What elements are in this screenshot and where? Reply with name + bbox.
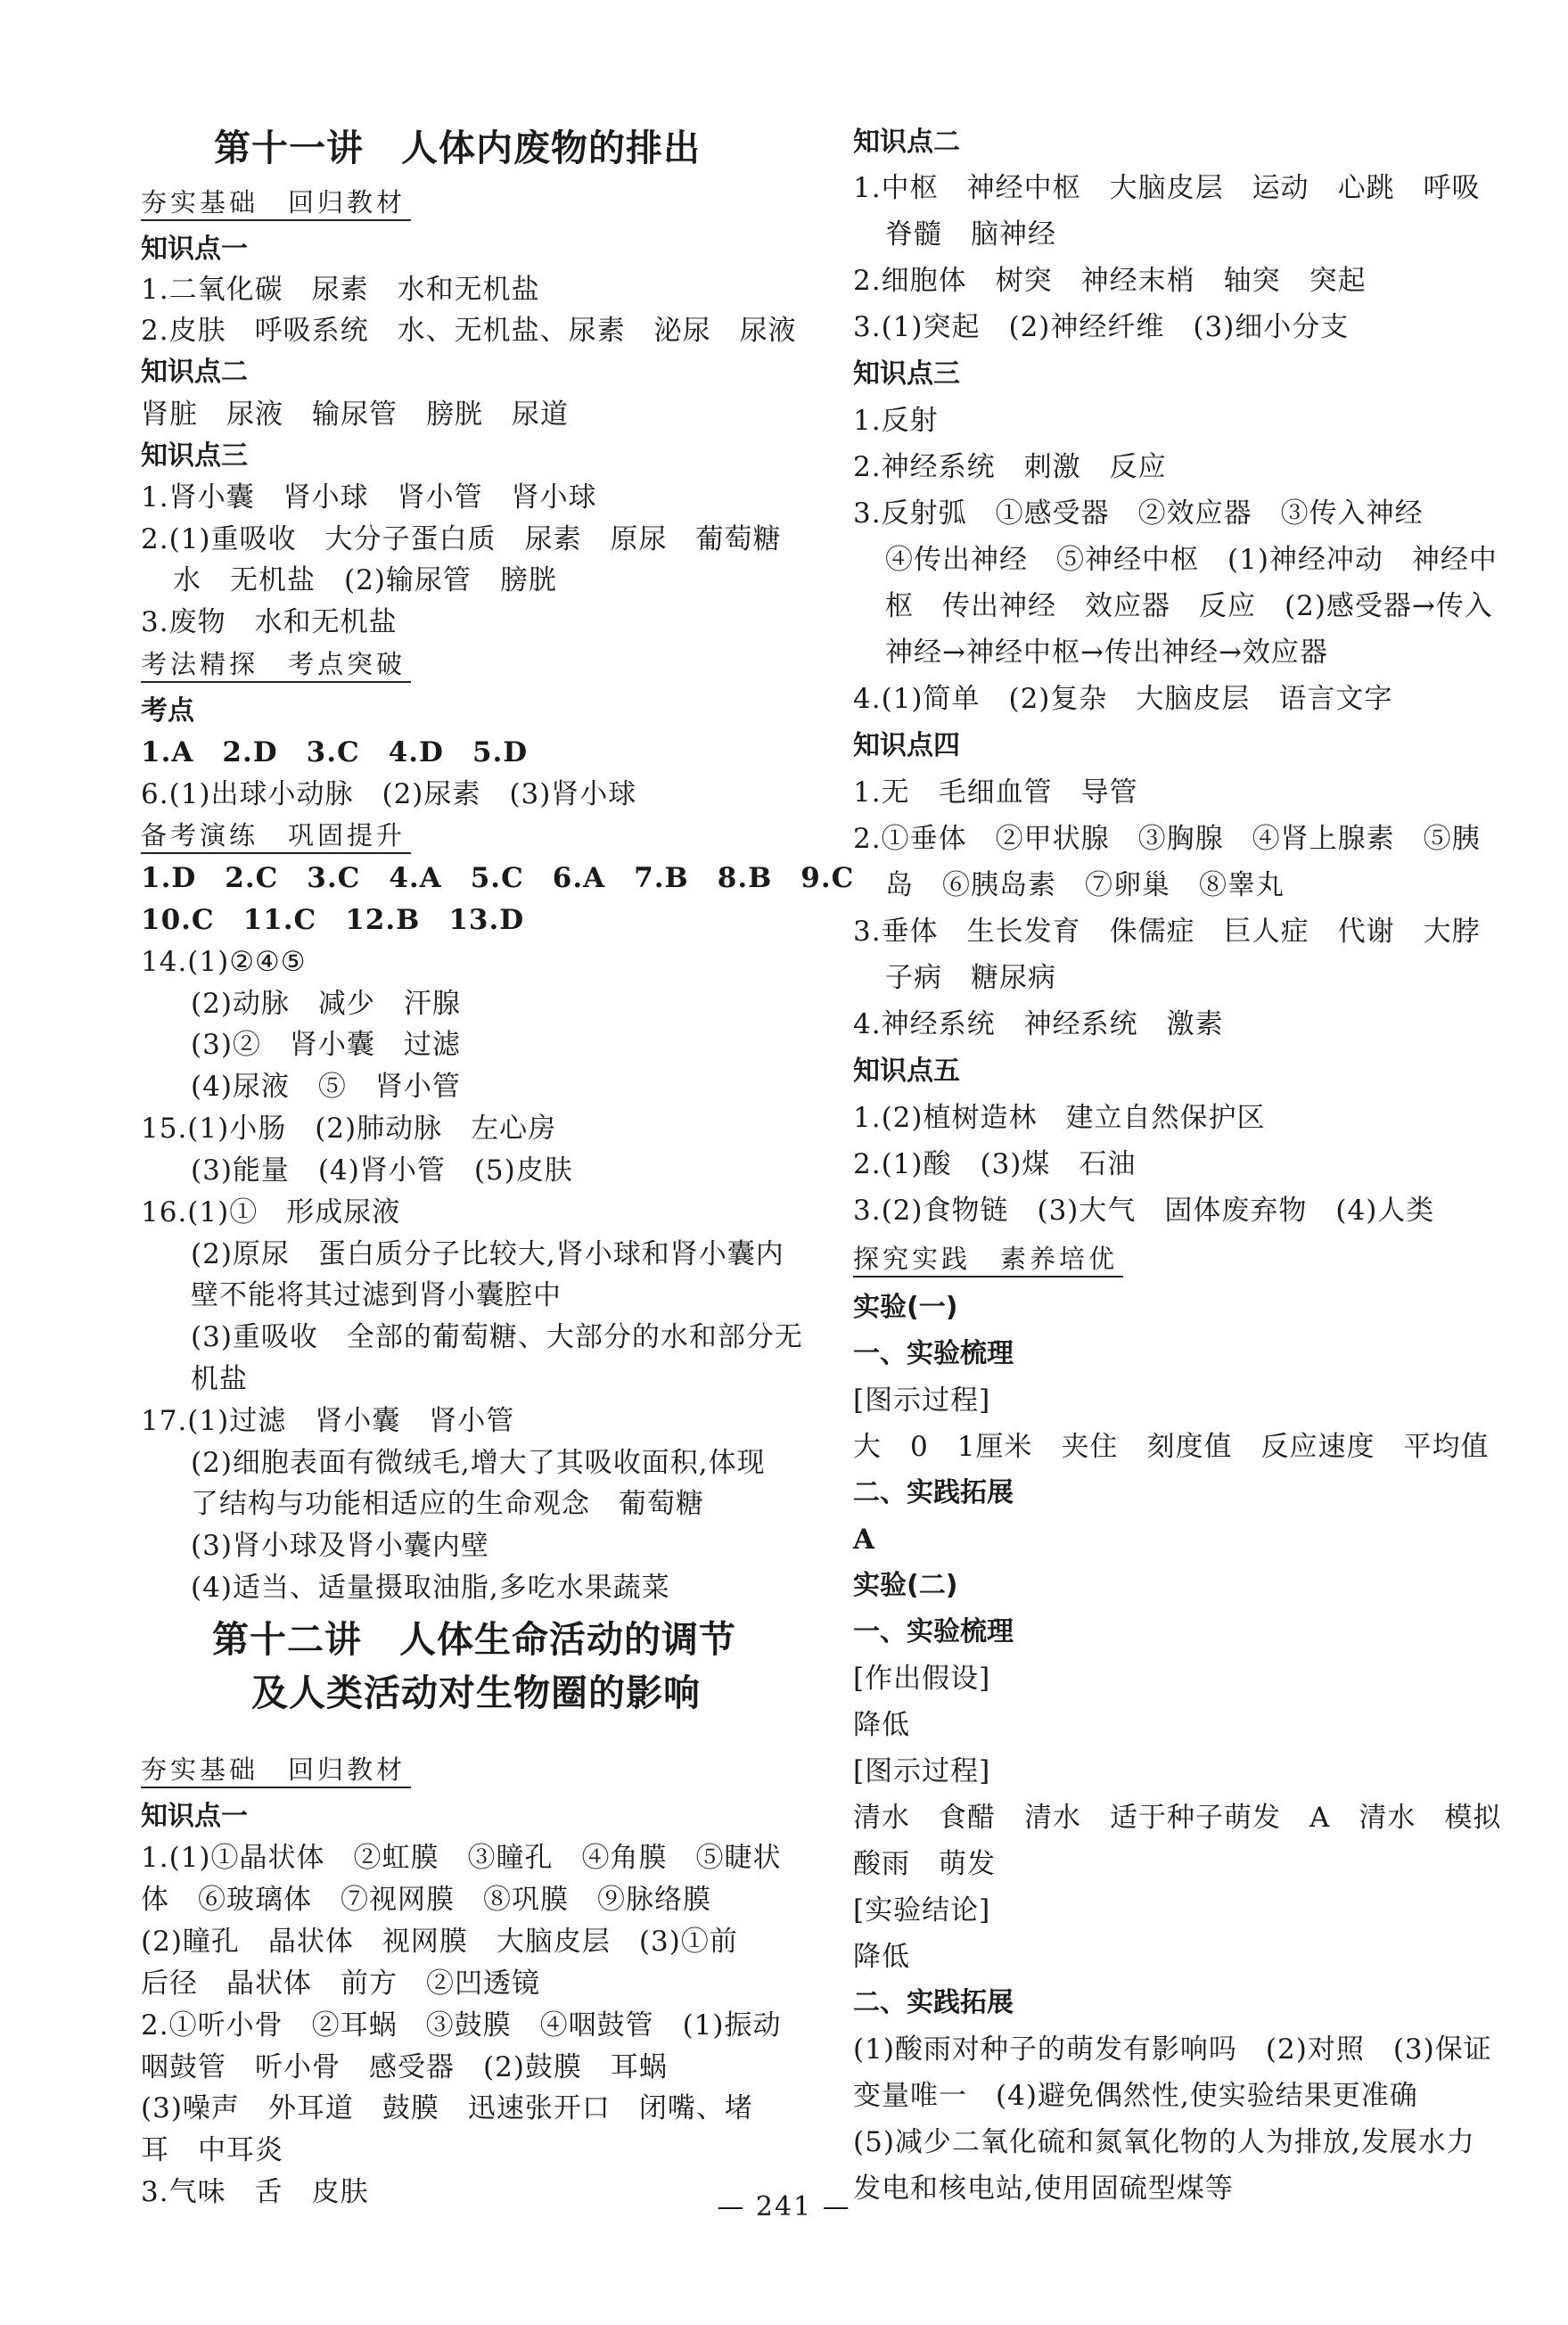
answer-line: 2.①听小骨 ②耳蜗 ③鼓膜 ④咽鼓管 (1)振动: [141, 2009, 782, 2042]
section-band: 备考演练 巩固提升: [141, 818, 411, 854]
answer-line: A: [853, 1524, 876, 1556]
answer-line: 2.皮肤 呼吸系统 水、无机盐、尿素 泌尿 尿液: [141, 315, 797, 347]
answer-line: 2.(1)重吸收 大分子蛋白质 尿素 原尿 葡萄糖: [141, 523, 782, 555]
answer-line: (3)肾小球及肾小囊内壁: [191, 1530, 489, 1562]
answer-line: 1.肾小囊 肾小球 肾小管 肾小球: [141, 481, 597, 513]
answer-line: [图示过程]: [853, 1755, 991, 1787]
answer-line: 1.D 2.C 3.C 4.A 5.C 6.A 7.B 8.B 9.C: [141, 862, 855, 894]
answer-line: 3.反射弧 ①感受器 ②效应器 ③传入神经: [853, 497, 1424, 530]
answer-line: 17.(1)过滤 肾小囊 肾小管: [141, 1405, 515, 1437]
answer-line: (2)瞳孔 晶状体 视网膜 大脑皮层 (3)①前: [141, 1926, 738, 1958]
answer-line: 16.(1)① 形成尿液: [141, 1196, 401, 1228]
answer-line: 降低: [853, 1941, 910, 1973]
page-number: — 241 —: [717, 2191, 851, 2222]
answer-line: (1)酸雨对种子的萌发有影响吗 (2)对照 (3)保证: [853, 2033, 1492, 2066]
answer-line: 肾脏 尿液 输尿管 膀胱 尿道: [141, 398, 569, 431]
answer-line: 子病 糖尿病: [885, 962, 1056, 994]
answer-line: 4.(1)简单 (2)复杂 大脑皮层 语言文字: [853, 683, 1393, 715]
knowledge-heading: 实验(二): [853, 1570, 958, 1601]
answer-line: 清水 食醋 清水 适于种子萌发 A 清水 模拟: [853, 1802, 1502, 1834]
answer-line: (3)能量 (4)肾小管 (5)皮肤: [191, 1154, 573, 1187]
answer-line: 3.(1)突起 (2)神经纤维 (3)细小分支: [853, 311, 1350, 343]
answer-line: 1.二氧化碳 尿素 水和无机盐: [141, 274, 540, 306]
answer-line: (4)适当、适量摄取油脂,多吃水果蔬菜: [191, 1572, 670, 1604]
answer-line: 6.(1)出球小动脉 (2)尿素 (3)肾小球: [141, 778, 637, 810]
answer-line: 2.神经系统 刺激 反应: [853, 451, 1167, 483]
answer-line: 机盐: [191, 1363, 248, 1395]
answer-line: (2)动脉 减少 汗腺: [191, 988, 461, 1020]
knowledge-heading: 二、实践拓展: [853, 1477, 1014, 1508]
knowledge-heading: 一、实验梳理: [853, 1338, 1014, 1369]
answer-line: 3.气味 舌 皮肤: [141, 2176, 369, 2208]
knowledge-heading: 知识点二: [853, 127, 960, 158]
answer-line: (3)② 肾小囊 过滤: [191, 1029, 461, 1061]
knowledge-heading: 知识点二: [141, 357, 248, 388]
answer-line: (2)细胞表面有微绒毛,增大了其吸收面积,体现: [191, 1447, 766, 1479]
answer-line: 1.(1)①晶状体 ②虹膜 ③瞳孔 ④角膜 ⑤睫状: [141, 1842, 782, 1874]
answer-line: (5)减少二氧化硫和氮氧化物的人为排放,发展水力: [853, 2126, 1475, 2158]
answer-line: 2.细胞体 树突 神经末梢 轴突 突起: [853, 265, 1367, 297]
answer-line: ④传出神经 ⑤神经中枢 (1)神经冲动 神经中: [885, 544, 1498, 576]
knowledge-heading: 考点: [141, 695, 194, 727]
answer-line: 4.神经系统 神经系统 激素: [853, 1008, 1224, 1040]
lecture-title: 第十一讲 人体内废物的排出: [214, 127, 701, 169]
section-band: 考法精探 考点突破: [141, 647, 411, 683]
answer-line: 岛 ⑥胰岛素 ⑦卵巢 ⑧睾丸: [885, 869, 1285, 901]
lecture-title: 第十二讲 人体生命活动的调节: [212, 1618, 736, 1661]
lecture-title: 及人类活动对生物圈的影响: [251, 1672, 701, 1714]
answer-line: 1.(2)植树造林 建立自然保护区: [853, 1102, 1266, 1134]
knowledge-heading: 实验(一): [853, 1292, 958, 1323]
answer-line: 体 ⑥玻璃体 ⑦视网膜 ⑧巩膜 ⑨脉络膜: [141, 1884, 711, 1916]
answer-line: 15.(1)小肠 (2)肺动脉 左心房: [141, 1113, 557, 1145]
answer-line: 水 无机盐 (2)输尿管 膀胱: [173, 564, 557, 596]
answer-line: 发电和核电站,使用固硫型煤等: [853, 2173, 1234, 2205]
answer-line: (3)重吸收 全部的葡萄糖、大部分的水和部分无: [191, 1321, 803, 1353]
answer-line: [实验结论]: [853, 1894, 991, 1927]
answer-line: (4)尿液 ⑤ 肾小管: [191, 1071, 461, 1103]
answer-line: 10.C 11.C 12.B 13.D: [141, 904, 525, 936]
answer-line: 变量唯一 (4)避免偶然性,使实验结果更准确: [853, 2080, 1418, 2112]
knowledge-heading: 知识点三: [141, 440, 248, 472]
answer-line: 3.废物 水和无机盐: [141, 606, 398, 638]
section-band: 探究实践 素养培优: [853, 1242, 1123, 1278]
answer-line: 咽鼓管 听小骨 感受器 (2)鼓膜 耳蜗: [141, 2051, 668, 2083]
knowledge-heading: 知识点三: [853, 358, 960, 390]
answer-line: 了结构与功能相适应的生命观念 葡萄糖: [191, 1488, 704, 1520]
answer-line: 2.(1)酸 (3)煤 石油: [853, 1148, 1137, 1180]
answer-line: 枢 传出神经 效应器 反应 (2)感受器→传入: [885, 590, 1493, 622]
answer-line: 酸雨 萌发: [853, 1848, 996, 1880]
answer-line: 神经→神经中枢→传出神经→效应器: [885, 637, 1328, 669]
answer-line: 3.(2)食物链 (3)大气 固体废弃物 (4)人类: [853, 1195, 1435, 1227]
answer-line: 1.中枢 神经中枢 大脑皮层 运动 心跳 呼吸: [853, 172, 1481, 204]
answer-line: (3)噪声 外耳道 鼓膜 迅速张开口 闭嘴、堵: [141, 2092, 753, 2124]
answer-line: 降低: [853, 1709, 910, 1741]
knowledge-heading: 知识点一: [141, 234, 248, 265]
answer-line: [图示过程]: [853, 1384, 991, 1417]
knowledge-heading: 二、实践拓展: [853, 1987, 1014, 2018]
answer-line: 脊髓 脑神经: [885, 218, 1056, 251]
answer-line: 1.A 2.D 3.C 4.D 5.D: [141, 736, 529, 768]
answer-line: 14.(1)②④⑤: [141, 946, 307, 978]
answer-line: 大 0 1厘米 夹住 刻度值 反应速度 平均值: [853, 1431, 1490, 1463]
answer-line: (2)原尿 蛋白质分子比较大,肾小球和肾小囊内: [191, 1238, 784, 1270]
answer-line: 后径 晶状体 前方 ②凹透镜: [141, 1968, 540, 2000]
knowledge-heading: 知识点一: [141, 1801, 248, 1832]
section-band: 夯实基础 回归教材: [141, 185, 411, 221]
answer-line: 2.①垂体 ②甲状腺 ③胸腺 ④肾上腺素 ⑤胰: [853, 823, 1481, 855]
knowledge-heading: 一、实验梳理: [853, 1616, 1014, 1647]
knowledge-heading: 知识点五: [853, 1056, 960, 1087]
knowledge-heading: 知识点四: [853, 730, 960, 761]
answer-line: 1.反射: [853, 405, 939, 437]
answer-line: 1.无 毛细血管 导管: [853, 776, 1138, 809]
answer-line: 耳 中耳炎: [141, 2134, 283, 2166]
answer-line: 3.垂体 生长发育 侏儒症 巨人症 代谢 大脖: [853, 916, 1481, 948]
answer-line: 壁不能将其过滤到肾小囊腔中: [191, 1279, 562, 1311]
answer-line: [作出假设]: [853, 1663, 991, 1695]
section-band: 夯实基础 回归教材: [141, 1753, 411, 1788]
